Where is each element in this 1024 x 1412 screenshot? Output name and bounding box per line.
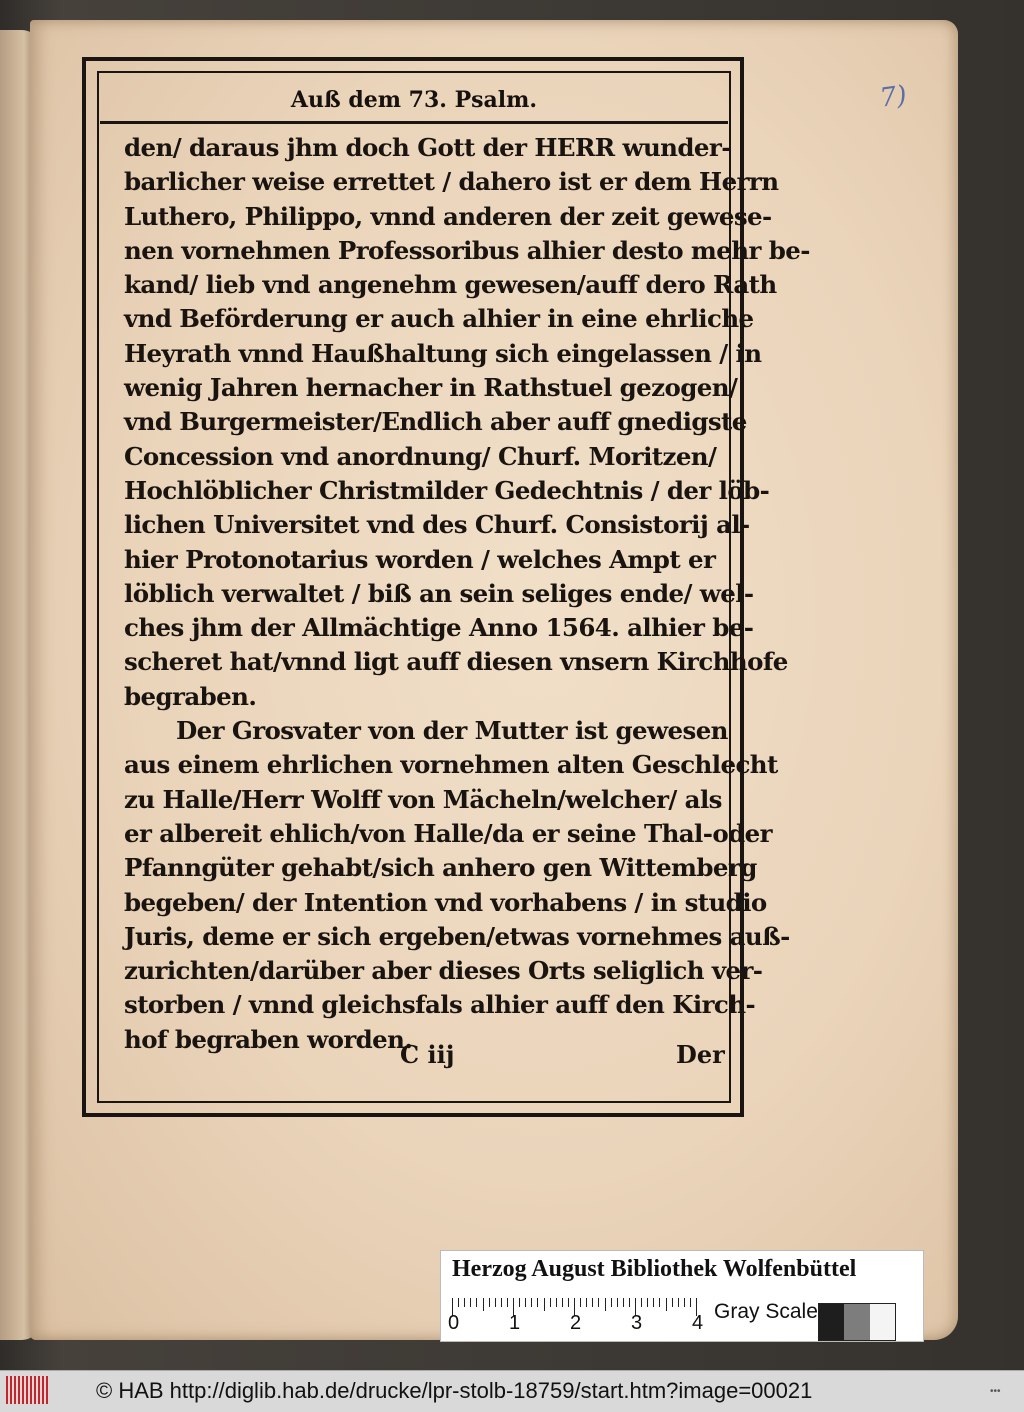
- ruler-tick: [458, 1298, 459, 1307]
- text-line: vnd Burgermeister/Endlich aber auff gnedigste: [124, 407, 747, 437]
- ruler-tick: [550, 1298, 551, 1307]
- ruler-number: 2: [570, 1312, 582, 1334]
- ruler-tick: [483, 1298, 484, 1311]
- body-text: [124, 131, 810, 1057]
- text-line: kand/ lieb vnd angenehm gewesen/auff dero Rath: [124, 270, 777, 300]
- ruler-tick: [531, 1298, 532, 1307]
- text-line: hof begraben worden.: [124, 1024, 413, 1054]
- gray-scale-label: Gray Scale: [714, 1300, 818, 1323]
- ruler-tick: [690, 1298, 691, 1307]
- text-line: begraben.: [124, 681, 257, 711]
- ruler-tick: [592, 1298, 593, 1307]
- barcode-logo: [6, 1376, 50, 1404]
- ruler-tick: [544, 1298, 545, 1311]
- ruler-tick: [476, 1298, 477, 1307]
- ruler-tick: [568, 1298, 569, 1307]
- ruler-tick: [556, 1298, 557, 1307]
- ruler-tick: [501, 1298, 502, 1307]
- ruler-tick: [495, 1298, 496, 1307]
- running-head: Auß dem 73. Psalm.: [100, 80, 728, 124]
- text-line: ches jhm der Allmächtige Anno 1564. alhier be-: [124, 613, 754, 643]
- text-line: Der Grosvater von der Mutter ist gewesen: [176, 716, 728, 746]
- ruler-tick: [586, 1298, 587, 1307]
- text-line: lichen Universitet vnd des Churf. Consistorij al-: [124, 510, 750, 540]
- text-line: Hochlöblicher Christmilder Gedechtnis / der löb-: [124, 475, 770, 505]
- gray-scale-swatch: [818, 1303, 896, 1341]
- ruler-tick: [464, 1298, 465, 1307]
- catchword: Der: [676, 1040, 725, 1069]
- ruler-tick: [611, 1298, 612, 1307]
- text-line: Heyrath vnnd Haußhaltung sich eingelassen / in: [124, 338, 762, 368]
- ruler-tick: [507, 1298, 508, 1307]
- text-line: begeben/ der Intention vnd vorhabens / in studio: [124, 887, 767, 917]
- ruler-tick: [659, 1298, 660, 1307]
- text-line: zu Halle/Herr Wolff von Mächeln/welcher/ als: [124, 784, 722, 814]
- ruler-tick: [525, 1298, 526, 1307]
- ruler-tick: [629, 1298, 630, 1307]
- footer-dots: •••: [990, 1386, 1001, 1397]
- text-line: hier Protonotarius worden / welches Ampt er: [124, 544, 716, 574]
- ruler-tick: [470, 1298, 471, 1307]
- text-line: vnd Beförderung er auch alhier in eine ehrliche: [124, 304, 754, 334]
- ruler-tick: [684, 1298, 685, 1307]
- ruler-tick: [647, 1298, 648, 1307]
- ruler-tick: [605, 1298, 606, 1311]
- ruler-tick: [519, 1298, 520, 1307]
- text-line: wenig Jahren hernacher in Rathstuel gezogen/: [124, 373, 738, 403]
- text-line: zurichten/darüber aber dieses Orts seliglich ver-: [124, 956, 763, 986]
- ruler-tick: [666, 1298, 667, 1311]
- text-line: er albereit ehlich/von Halle/da er seine Thal-oder: [124, 818, 772, 848]
- text-line: aus einem ehrlichen vornehmen alten Geschlecht: [124, 750, 778, 780]
- text-line: Juris, deme er sich ergeben/etwas vornehmes auß-: [124, 921, 790, 951]
- ruler-number: 0: [448, 1312, 460, 1334]
- text-line: scheret hat/vnnd ligt auff diesen vnsern Kirchhofe: [124, 647, 788, 677]
- ruler-tick: [653, 1298, 654, 1307]
- text-line: den/ daraus jhm doch Gott der HERR wunder-: [124, 133, 731, 162]
- ruler-number: 4: [692, 1312, 704, 1334]
- ruler-tick: [623, 1298, 624, 1307]
- ruler-tick: [489, 1298, 490, 1307]
- ruler-number: 3: [631, 1312, 643, 1334]
- text-line: Concession vnd anordnung/ Churf. Moritzen/: [124, 441, 717, 471]
- text-line: löblich verwaltet / biß an sein seliges ende/ wel-: [124, 578, 754, 608]
- signature-mark: C iij: [400, 1040, 455, 1069]
- text-line: nen vornehmen Professoribus alhier desto mehr be-: [124, 235, 810, 265]
- ruler-number: 1: [509, 1312, 521, 1334]
- ruler-tick: [678, 1298, 679, 1307]
- ruler-numbers: [448, 1312, 712, 1338]
- text-line: barlicher weise errettet / dahero ist er dem Herrn: [124, 167, 779, 197]
- ruler-tick: [617, 1298, 618, 1307]
- ruler-tick: [672, 1298, 673, 1307]
- ruler-tick: [580, 1298, 581, 1307]
- text-line: storben / vnnd gleichsfals alhier auff den Kirch-: [124, 990, 756, 1020]
- footer-url[interactable]: © HAB http://diglib.hab.de/drucke/lpr-stolb-18759/start.htm?image=00021: [96, 1378, 813, 1403]
- text-line: Luthero, Philippo, vnnd anderen der zeit gewese-: [124, 201, 772, 231]
- ruler-tick: [562, 1298, 563, 1307]
- ruler-tick: [598, 1298, 599, 1307]
- margin-note: 7): [878, 80, 909, 114]
- text-line: Pfanngüter gehabt/sich anhero gen Wittemberg: [124, 853, 757, 883]
- ruler-tick: [641, 1298, 642, 1307]
- ruler-tick: [537, 1298, 538, 1307]
- library-title: Herzog August Bibliothek Wolfenbüttel: [452, 1256, 857, 1282]
